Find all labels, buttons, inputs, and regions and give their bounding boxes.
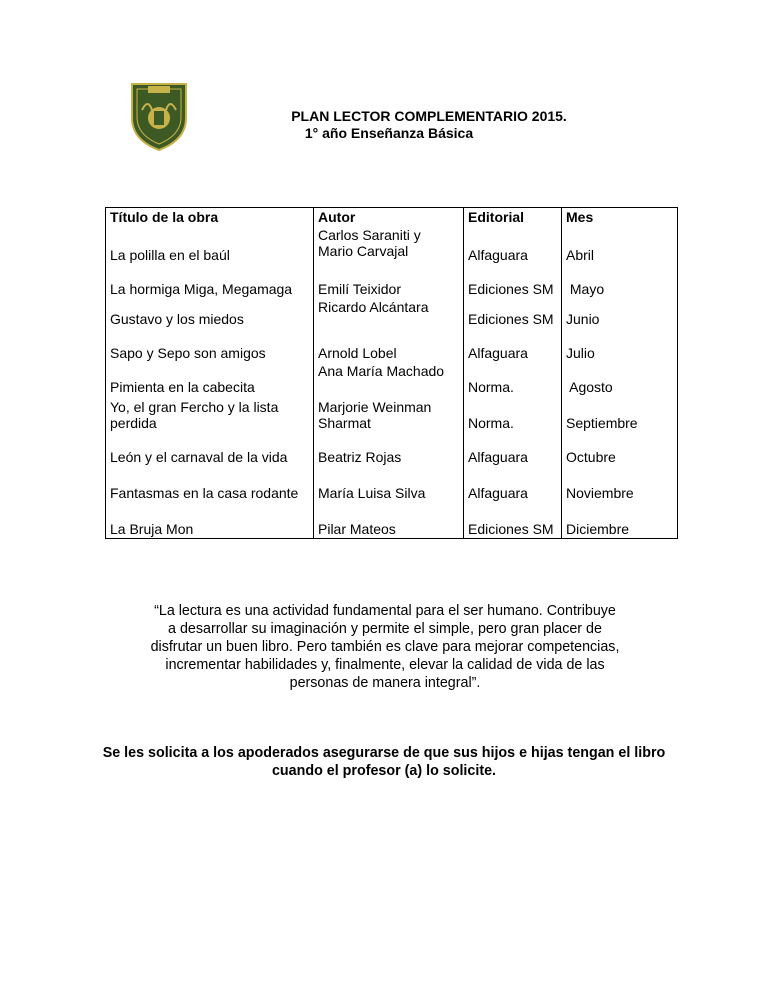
cell-author: Beatriz Rojas bbox=[314, 432, 464, 466]
cell-month: Agosto bbox=[566, 379, 613, 395]
cell-author: Emilí Teixidor bbox=[314, 264, 464, 298]
cell-publisher: Ediciones SM bbox=[464, 502, 562, 538]
cell-month: Julio bbox=[566, 345, 595, 361]
table-row bbox=[106, 226, 678, 264]
cell-author: Arnold Lobel bbox=[314, 328, 464, 362]
cell-author: Pilar Mateos bbox=[314, 502, 464, 538]
cell-publisher: Alfaguara bbox=[464, 466, 562, 502]
cell-title: La Bruja Mon bbox=[106, 502, 314, 538]
cell-title: La hormiga Miga, Megamaga bbox=[106, 264, 314, 298]
cell-publisher: Ediciones SM bbox=[464, 264, 562, 298]
header-publisher: Editorial bbox=[464, 208, 562, 227]
cell-publisher: Norma. bbox=[464, 396, 562, 432]
cell-author: María Luisa Silva bbox=[314, 466, 464, 502]
cell-author: Carlos Saraniti y Mario Carvajal bbox=[314, 226, 464, 264]
cell-author: Marjorie Weinman Sharmat bbox=[314, 396, 464, 432]
cell-publisher: Alfaguara bbox=[464, 432, 562, 466]
guardian-notice: Se les solicita a los apoderados asegurarse de que sus hijos e hijas tengan el libro cuando el profesor (a) lo solicite. bbox=[102, 745, 666, 779]
cell-publisher: Norma. bbox=[464, 362, 562, 396]
table-row bbox=[106, 432, 678, 466]
table-row bbox=[106, 298, 678, 328]
document-subtitle: 1° año Enseñanza Básica bbox=[304, 125, 474, 141]
cell-month: Octubre bbox=[566, 449, 616, 465]
table-row bbox=[106, 264, 678, 298]
cell-author: Ana María Machado bbox=[314, 362, 464, 396]
table-row bbox=[106, 362, 678, 396]
header-month: Mes bbox=[566, 209, 594, 225]
reading-quote: “La lectura es una actividad fundamental para el ser humano. Contribuye a desarrollar su imaginación y permite el simple, pero gran placer de disfrutar un buen libro. Pero también es clave para mejorar competencias, incrementar habilidades y, finalmente, elevar la calidad de vida de las personas de manera integral”. bbox=[150, 603, 620, 691]
cell-month: Abril bbox=[566, 247, 595, 263]
header-author: Autor bbox=[314, 208, 464, 227]
table-row bbox=[106, 466, 678, 502]
cell-month: Septiembre bbox=[566, 415, 638, 431]
cell-title: La polilla en el baúl bbox=[106, 226, 314, 264]
cell-month: Noviembre bbox=[566, 485, 634, 501]
cell-month: Mayo bbox=[566, 281, 605, 297]
cell-publisher: Alfaguara bbox=[464, 226, 562, 264]
table-row bbox=[106, 328, 678, 362]
cell-title: Fantasmas en la casa rodante bbox=[106, 466, 314, 502]
cell-title: Sapo y Sepo son amigos bbox=[106, 328, 314, 362]
table-row bbox=[106, 502, 678, 538]
cell-title: León y el carnaval de la vida bbox=[106, 432, 314, 466]
cell-month: Junio bbox=[566, 311, 600, 327]
cell-title: Yo, el gran Fercho y la lista perdida bbox=[106, 396, 314, 432]
reading-list-table bbox=[105, 207, 678, 539]
cell-title: Gustavo y los miedos bbox=[106, 298, 314, 328]
cell-publisher: Ediciones SM bbox=[464, 298, 562, 328]
document-title: PLAN LECTOR COMPLEMENTARIO 2015. bbox=[291, 108, 567, 124]
table-header-row bbox=[106, 208, 678, 227]
cell-publisher: Alfaguara bbox=[464, 328, 562, 362]
cell-title: Pimienta en la cabecita bbox=[106, 362, 314, 396]
cell-month: Diciembre bbox=[566, 520, 630, 537]
table-row bbox=[106, 396, 678, 432]
document-header bbox=[0, 108, 768, 142]
header-title: Título de la obra bbox=[106, 208, 314, 227]
cell-author: Ricardo Alcántara bbox=[314, 298, 464, 328]
